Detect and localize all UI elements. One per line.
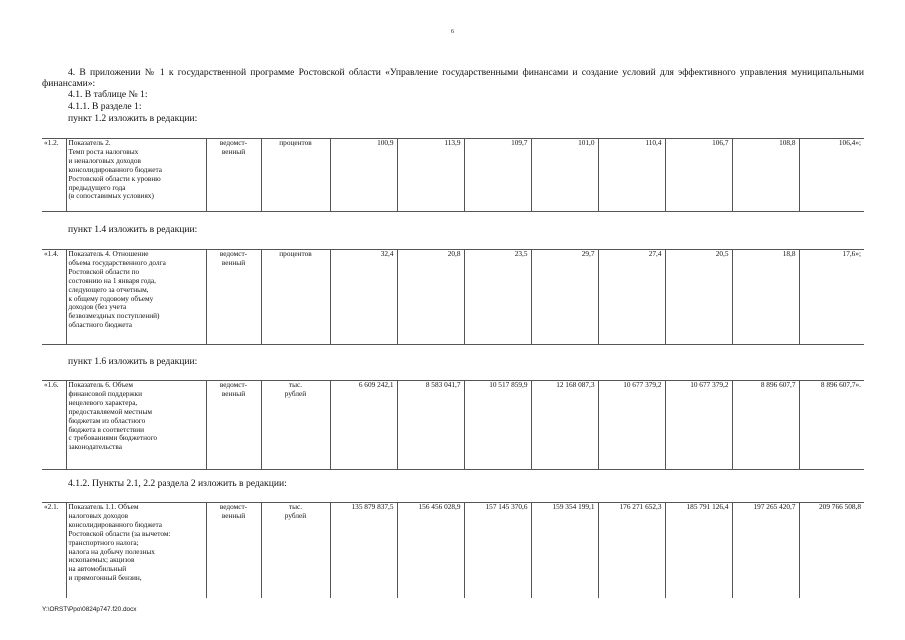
table-row-1-6 [42,380,864,470]
section-1-6-heading: пункт 1.6 изложить в редакции: [68,356,198,367]
row-number: «1.2. [42,139,66,212]
table-row [42,503,864,598]
table-row-1-4 [42,249,864,345]
indicator-type: ведомст- венный [206,503,261,598]
value-cell-8: 8 896 607,7». [799,381,864,470]
value-cell-4: 159 354 199,1 [531,503,598,598]
value-cell-5: 27,4 [598,250,665,345]
value-cell-5: 176 271 652,3 [598,503,665,598]
item-4-1: 4.1. В таблице № 1: [68,89,148,100]
section-1-4-heading: пункт 1.4 изложить в редакции: [68,224,198,235]
indicator-type: ведомст- венный [206,250,261,345]
value-cell-2: 156 456 028,9 [397,503,464,598]
value-cell-3: 10 517 859,9 [464,381,531,470]
value-cell-7: 18,8 [732,250,799,345]
row-number: «1.4. [42,250,66,345]
item-4-1-1: 4.1.1. В разделе 1: [68,101,142,112]
value-cell-7: 197 265 420,7 [732,503,799,598]
value-cell-7: 8 896 607,7 [732,381,799,470]
table-row [42,381,864,470]
value-cell-4: 12 168 087,3 [531,381,598,470]
value-cell-5: 10 677 379,2 [598,381,665,470]
indicator-name: Показатель 1.1. Объем налоговых доходов консолидированного бюджета Ростовской области (за вычетом: транспортного налога; налога на добычу полезных ископаемых; акцизов на автомобильный и прямогонный бензин, [66,503,206,598]
value-cell-1: 6 609 242,1 [330,381,397,470]
value-cell-4: 29,7 [531,250,598,345]
section-1-2-heading: пункт 1.2 изложить в редакции: [68,113,198,124]
file-path-footer: Y:\ORST\Ppo\0824p747.f20.docx [42,606,137,613]
unit-of-measure: тыс. рублей [261,503,330,598]
value-cell-2: 8 583 041,7 [397,381,464,470]
indicator-name: Показатель 6. Объем финансовой поддержки нецелевого характера, предоставляемой местным бюджетам из областного бюджета в соответствии с требованиями бюджетного законодательства [66,381,206,470]
value-cell-2: 20,8 [397,250,464,345]
value-cell-1: 100,9 [330,139,397,212]
value-cell-6: 106,7 [665,139,732,212]
value-cell-6: 185 791 126,4 [665,503,732,598]
value-cell-1: 32,4 [330,250,397,345]
value-cell-8: 17,6»; [799,250,864,345]
table-row [42,139,864,212]
row-number: «2.1. [42,503,66,598]
value-cell-3: 109,7 [464,139,531,212]
section-2-heading: 4.1.2. Пункты 2.1, 2.2 раздела 2 изложить в редакции: [68,478,287,489]
unit-of-measure: процентов [261,250,330,345]
value-cell-6: 10 677 379,2 [665,381,732,470]
indicator-type: ведомст- венный [206,139,261,212]
value-cell-8: 106,4»; [799,139,864,212]
value-cell-8: 209 766 508,8 [799,503,864,598]
value-cell-5: 110,4 [598,139,665,212]
value-cell-3: 157 145 370,6 [464,503,531,598]
page-number: 6 [451,29,454,35]
value-cell-7: 108,8 [732,139,799,212]
indicator-type: ведомст- венный [206,381,261,470]
unit-of-measure: процентов [261,139,330,212]
value-cell-1: 135 879 837,5 [330,503,397,598]
intro-paragraph: 4. В приложении № 1 к государственной программе Ростовской области «Управление государственными финансами и создание условий для эффективного управления муниципальными финансами»: [42,67,864,89]
table-row-2-1 [42,502,864,598]
indicator-name: Показатель 4. Отношение объема государственного долга Ростовской области по состоянию на 1 января года, следующего за отчетным, к общему годовому объему доходов (без учета безвозмездных поступлений) областного бюджета [66,250,206,345]
value-cell-3: 23,5 [464,250,531,345]
table-row-1-2 [42,138,864,212]
table-row [42,250,864,345]
value-cell-2: 113,9 [397,139,464,212]
value-cell-4: 101,0 [531,139,598,212]
value-cell-6: 20,5 [665,250,732,345]
row-number: «1.6. [42,381,66,470]
unit-of-measure: тыс. рублей [261,381,330,470]
indicator-name: Показатель 2. Темп роста налоговых и неналоговых доходов консолидированного бюджета Ростовской области к уровню предыдущего года (в сопоставимых условиях) [66,139,206,212]
